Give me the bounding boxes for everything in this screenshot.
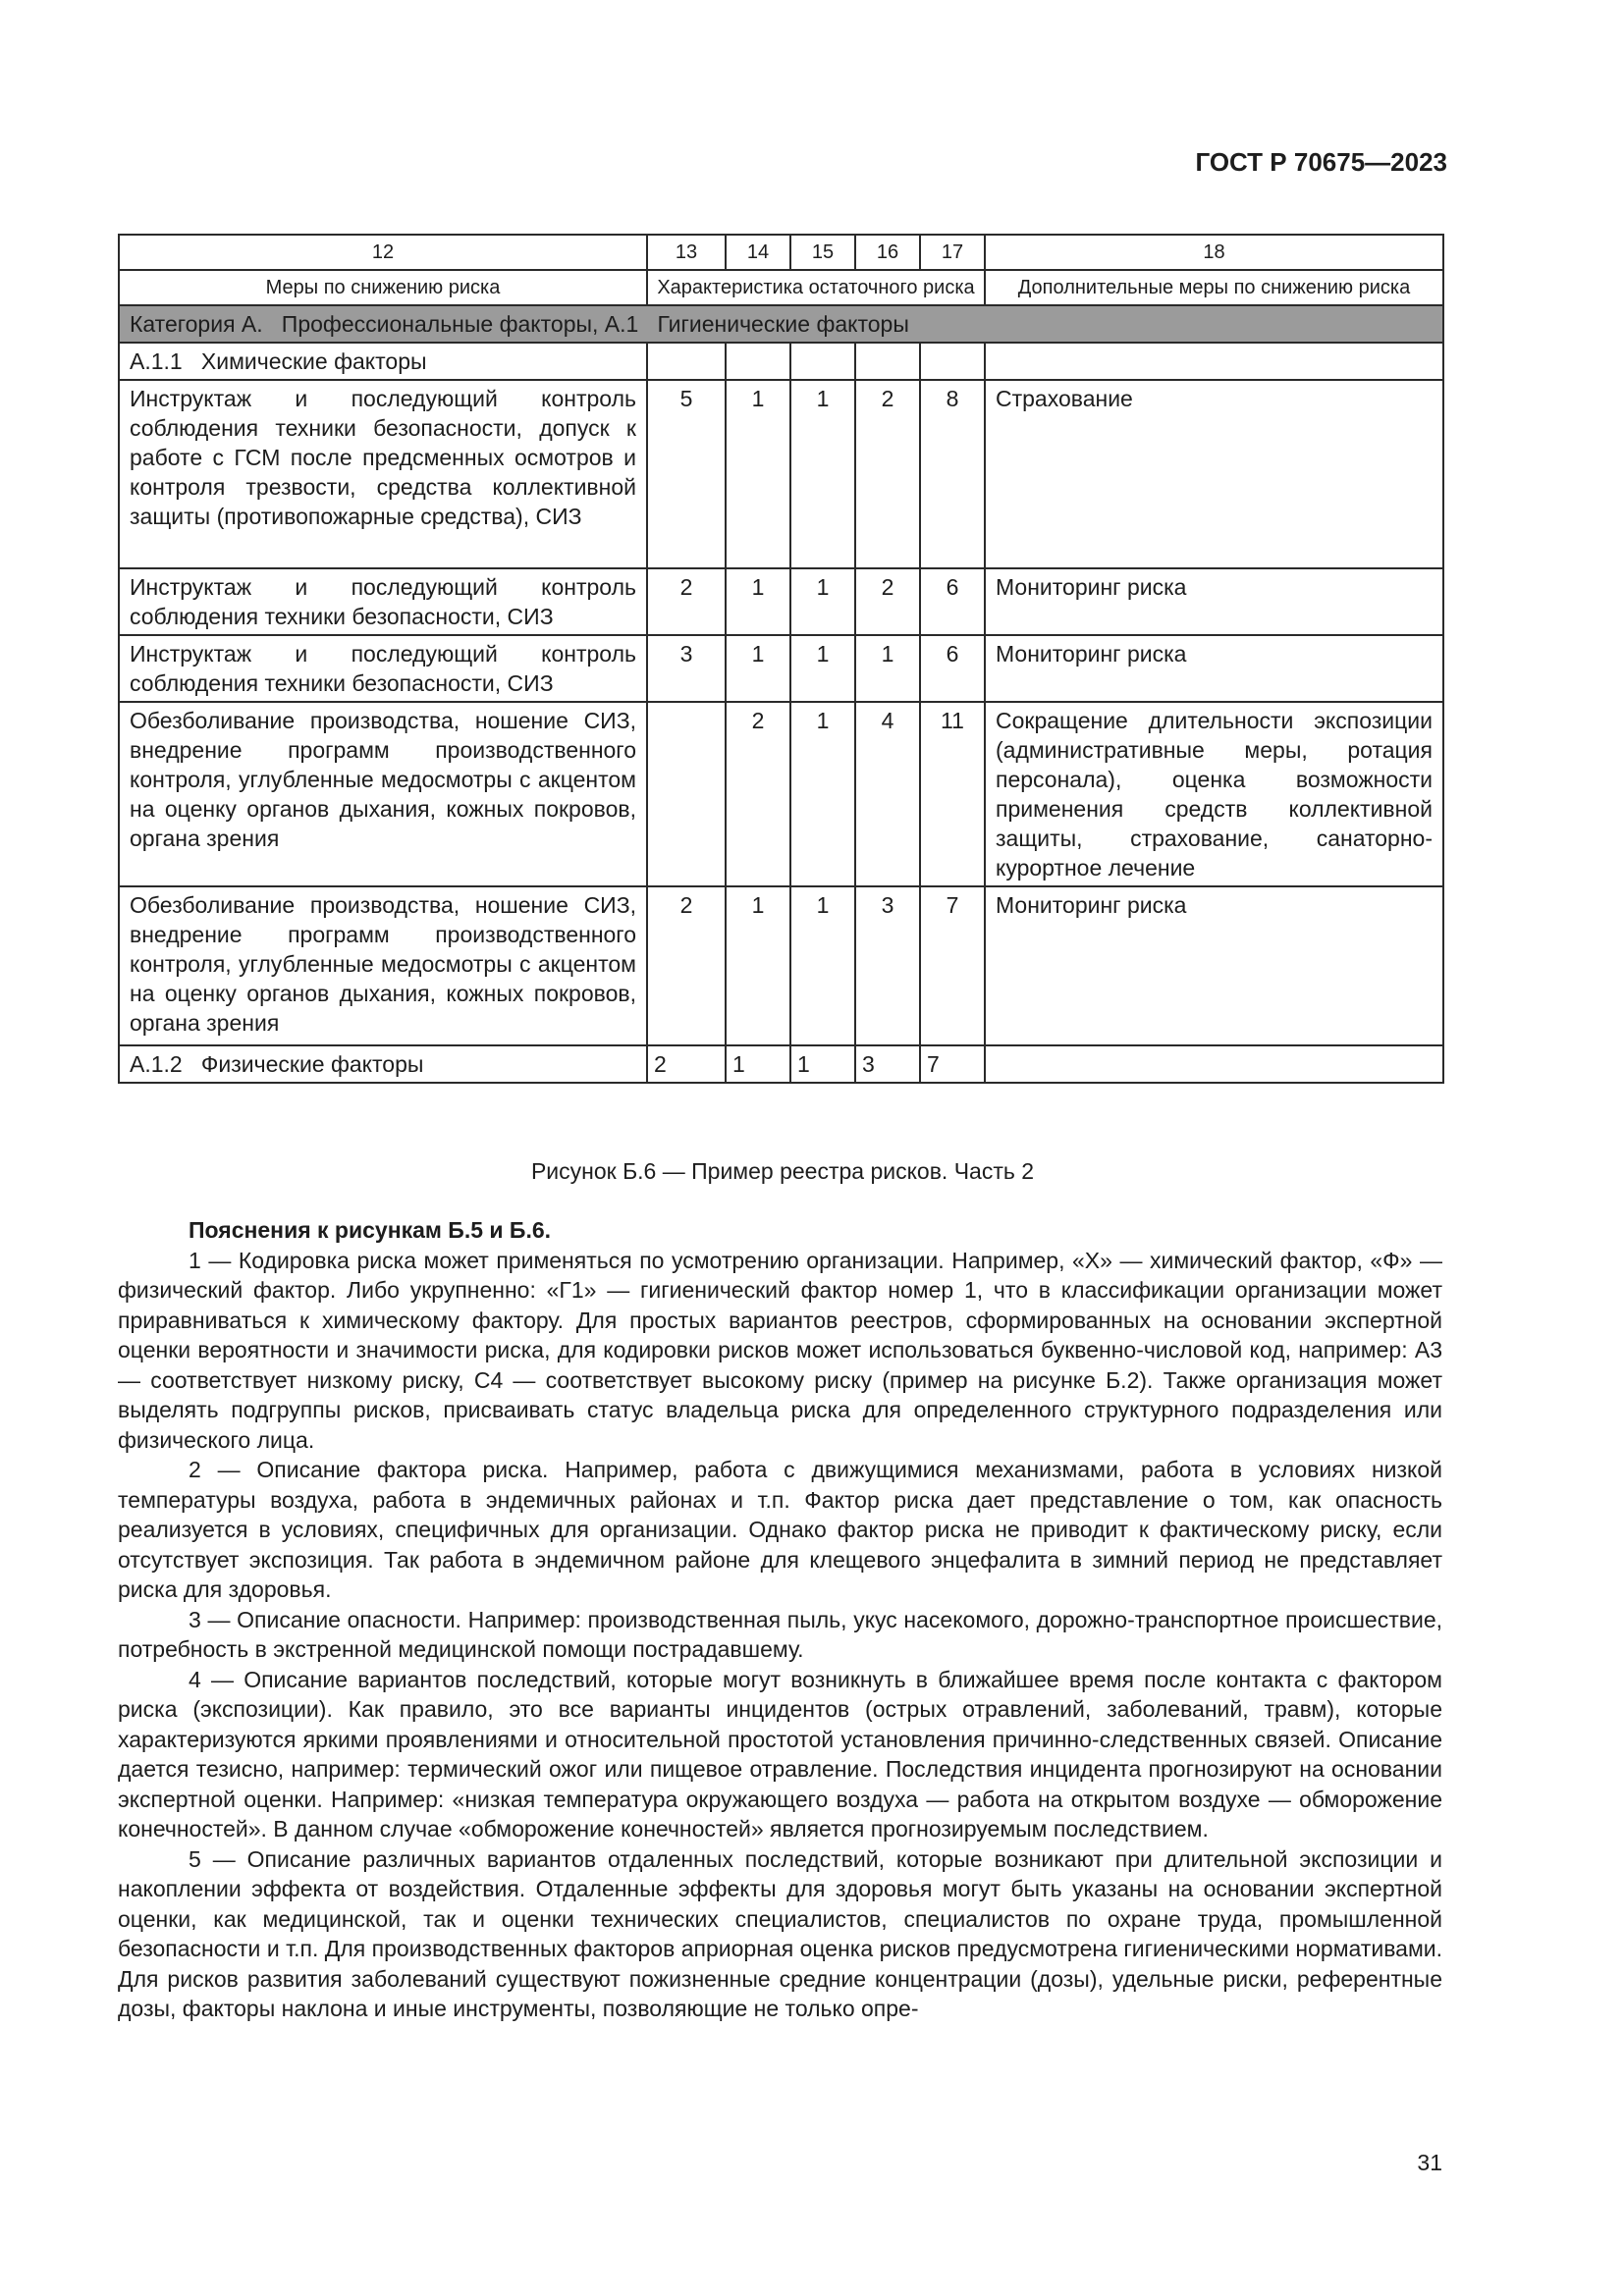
table-row: [119, 343, 1443, 380]
category-row: Категория А. Профессиональные факторы, А.1 Гигиенические факторы: [119, 305, 1443, 343]
risk-register-table: [118, 234, 1444, 1084]
measure-cell: Инструктаж и последующий контроль соблюдения техники безопасности, допуск к работе с ГСМ после предсменных осмотров и контроля трезвости, средства коллективной защиты (противопожарные средства), СИЗ: [119, 380, 647, 568]
measure-cell: А.1.1 Химические факторы: [119, 343, 647, 380]
note-paragraph-1: 1 — Кодировка риска может применяться по усмотрению организации. Например, «Х» — химический фактор, «Ф» — физический фактор. Либо укрупненно: «Г1» — гигиенический фактор номер 1, что в классификации организации может приравниваться к химическому фактору. Для простых вариантов реестров, сформированных на основании экспертной оценки вероятности и значимости риска, для кодировки рисков может использоваться буквенно-числовой код, например: А3 — соответствует низкому риску, С4 — соответствует высокому риску (пример на рисунке Б.2). Также организация может выделять подгруппы рисков, присваивать статус владельца риска для определенного структурного подразделения или физического лица.: [118, 1247, 1442, 1453]
value-cell: 1: [726, 886, 790, 1045]
value-cell: [647, 343, 726, 380]
table-row: [119, 1045, 1443, 1083]
header-measures: Меры по снижению риска: [119, 270, 647, 305]
value-cell: 4: [855, 702, 920, 886]
value-cell: 7: [920, 886, 985, 1045]
value-cell: [726, 343, 790, 380]
col-number-13: 13: [647, 235, 726, 270]
note-paragraph-4: 4 — Описание вариантов последствий, которые могут возникнуть в ближайшее время после контакта с фактором риска (экспозиции). Как правило, это все варианты инцидентов (острых отравлений, заболеваний, травм), которые характеризуются яркими проявлениями и относительной простотой установления причинно-следственных связей. Описание дается тезисно, например: термический ожог или пищевое отравление. Последствия инцидента прогнозируют на основании экспертной оценки. Например: «низкая температура окружающего воздуха — работа на открытом воздухе — обморожение конечностей». В данном случае «обморожение конечностей» является прогнозируемым последствием.: [118, 1666, 1442, 1842]
col-number-16: 16: [855, 235, 920, 270]
measure-cell: Инструктаж и последующий контроль соблюдения техники безопасности, СИЗ: [119, 568, 647, 635]
value-cell: [855, 343, 920, 380]
extra-measure-cell: Сокращение длительности экспозиции (административные меры, ротация персонала), оценка возможности применения средств коллективной защиты, страхование, санаторно-курортное лечение: [985, 702, 1443, 886]
value-cell: 3: [855, 1045, 920, 1083]
measure-cell: Обезболивание производства, ношение СИЗ, внедрение программ производственного контроля, углубленные медосмотры с акцентом на оценку органов дыхания, кожных покровов, органа зрения: [119, 702, 647, 886]
col-number-12: 12: [119, 235, 647, 270]
note-paragraph-5: 5 — Описание различных вариантов отдаленных последствий, которые возникают при длительной экспозиции и накоплении эффекта от воздействия. Отдаленные эффекты для здоровья могут быть указаны на основании экспертной оценки, как медицинской, так и оценки технических специалистов, специалистов по охране труда, промышленной безопасности и т.п. Для производственных факторов априорная оценка рисков предусмотрена гигиеническими нормативами. Для рисков развития заболеваний существуют пожизненные средние концентрации (дозы), удельные риски, референтные дозы, факторы наклона и иные инструменты, позволяющие не только опре-: [118, 1845, 1442, 2021]
extra-measure-cell: [985, 1045, 1443, 1083]
value-cell: 2: [855, 380, 920, 568]
note-paragraph-2: 2 — Описание фактора риска. Например, работа с движущимися механизмами, работа в условиях низкой температуры воздуха, работа в эндемичных районах и т.п. Фактор риска дает представление о том, как опасность реализуется в условиях, специфичных для организации. Однако фактор риска не приводит к фактическому риску, если отсутствует экспозиция. Так работа в эндемичном районе для клещевого энцефалита в зимний период не представляет риска для здоровья.: [118, 1457, 1442, 1602]
value-cell: 1: [726, 568, 790, 635]
value-cell: 2: [647, 568, 726, 635]
value-cell: 8: [920, 380, 985, 568]
page-number: 31: [1417, 2150, 1442, 2175]
value-cell: 1: [855, 635, 920, 702]
value-cell: 1: [790, 380, 855, 568]
extra-measure-cell: Мониторинг риска: [985, 568, 1443, 635]
value-cell: 2: [647, 1045, 726, 1083]
value-cell: 2: [647, 886, 726, 1045]
extra-measure-cell: [985, 343, 1443, 380]
notes-title: Пояснения к рисункам Б.5 и Б.6.: [189, 1217, 552, 1243]
value-cell: 1: [726, 635, 790, 702]
extra-measure-cell: Мониторинг риска: [985, 635, 1443, 702]
value-cell: 2: [855, 568, 920, 635]
col-number-17: 17: [920, 235, 985, 270]
extra-measure-cell: Мониторинг риска: [985, 886, 1443, 1045]
measure-cell: Обезболивание производства, ношение СИЗ, внедрение программ производственного контроля, углубленные медосмотры с акцентом на оценку органов дыхания, кожных покровов, органа зрения: [119, 886, 647, 1045]
table-row: [119, 380, 1443, 568]
extra-measure-cell: Страхование: [985, 380, 1443, 568]
value-cell: 1: [726, 380, 790, 568]
value-cell: 1: [790, 635, 855, 702]
value-cell: 3: [647, 635, 726, 702]
value-cell: 6: [920, 635, 985, 702]
table-row: [119, 886, 1443, 1045]
value-cell: 7: [920, 1045, 985, 1083]
value-cell: 1: [790, 886, 855, 1045]
value-cell: 11: [920, 702, 985, 886]
col-number-18: 18: [985, 235, 1443, 270]
value-cell: 2: [726, 702, 790, 886]
value-cell: 5: [647, 380, 726, 568]
value-cell: [920, 343, 985, 380]
value-cell: [790, 343, 855, 380]
table-row: [119, 702, 1443, 886]
value-cell: 1: [790, 702, 855, 886]
header-additional-measures: Дополнительные меры по снижению риска: [985, 270, 1443, 305]
measure-cell: А.1.2 Физические факторы: [119, 1045, 647, 1083]
document-header: ГОСТ Р 70675—2023: [1195, 147, 1447, 177]
table-row: [119, 568, 1443, 635]
figure-caption: Рисунок Б.6 — Пример реестра рисков. Часть 2: [530, 1158, 1035, 1184]
col-number-15: 15: [790, 235, 855, 270]
table-row: [119, 635, 1443, 702]
value-cell: [647, 702, 726, 886]
header-residual-risk: Характеристика остаточного риска: [647, 270, 985, 305]
notes-section: [118, 1215, 1442, 2024]
value-cell: 3: [855, 886, 920, 1045]
value-cell: 6: [920, 568, 985, 635]
measure-cell: Инструктаж и последующий контроль соблюдения техники безопасности, СИЗ: [119, 635, 647, 702]
note-paragraph-3: 3 — Описание опасности. Например: производственная пыль, укус насекомого, дорожно-транспортное происшествие, потребность в экстренной медицинской помощи пострадавшему.: [118, 1606, 1442, 1662]
col-number-14: 14: [726, 235, 790, 270]
value-cell: 1: [790, 1045, 855, 1083]
value-cell: 1: [726, 1045, 790, 1083]
value-cell: 1: [790, 568, 855, 635]
